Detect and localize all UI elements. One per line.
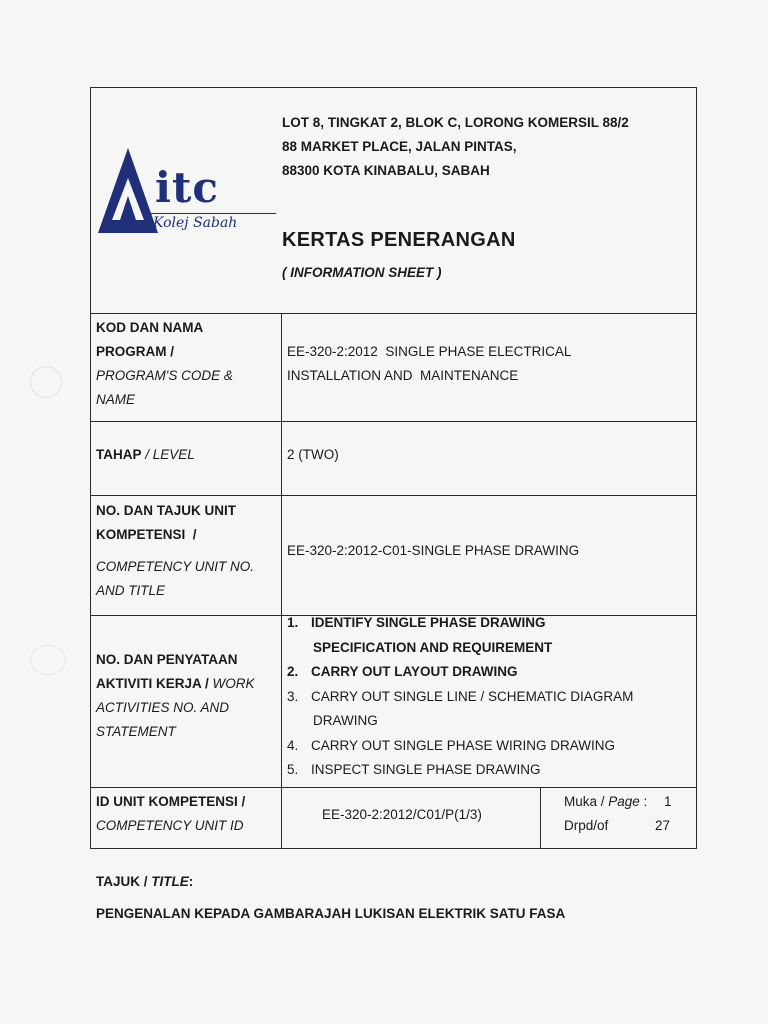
logo-text: itc	[155, 163, 219, 212]
of-label: Drpd/of	[564, 818, 609, 833]
activity-item: 2. CARRY OUT LAYOUT DRAWING	[287, 664, 518, 679]
activities-label-2	[96, 672, 255, 696]
unit-id-value: EE-320-2:2012/C01/P(1/3)	[322, 807, 482, 822]
level-label-italic: / LEVEL	[141, 447, 195, 462]
page-number: 1	[664, 794, 672, 809]
program-value-1: EE-320-2:2012 SINGLE PHASE ELECTRICAL	[287, 344, 572, 359]
document-topic-title: PENGENALAN KEPADA GAMBARAJAH LUKISAN ELEKTRIK SATU FASA	[96, 906, 566, 921]
unit-label-italic-2: AND TITLE	[96, 583, 166, 598]
unit-id-label-italic: COMPETENCY UNIT ID	[96, 818, 244, 833]
activities-label-italic-2: WORK	[208, 676, 255, 691]
divider	[90, 787, 697, 788]
program-label-bold-2: PROGRAM /	[96, 344, 175, 359]
program-label-italic-2: NAME	[96, 392, 136, 407]
activities-label-italic-4: STATEMENT	[96, 724, 176, 739]
activity-item-continuation: DRAWING	[313, 713, 378, 728]
activity-item: 3. CARRY OUT SINGLE LINE / SCHEMATIC DIAGRAM	[287, 689, 634, 704]
activity-item: 4. CARRY OUT SINGLE PHASE WIRING DRAWING	[287, 738, 616, 753]
unit-value: EE-320-2:2012-C01-SINGLE PHASE DRAWING	[287, 543, 580, 558]
activities-label-bold-2: AKTIVITI KERJA /	[96, 676, 209, 691]
unit-label-italic-1: COMPETENCY UNIT NO.	[96, 559, 255, 574]
address-line-3: 88300 KOTA KINABALU, SABAH	[282, 163, 490, 178]
logo-subtitle: Kolej Sabah	[153, 215, 238, 231]
document-title: KERTAS PENERANGAN	[282, 229, 516, 251]
total-pages: 27	[655, 818, 671, 833]
address-line-1: LOT 8, TINGKAT 2, BLOK C, LORONG KOMERSIL 88/2	[282, 115, 629, 130]
level-value: 2 (TWO)	[287, 447, 339, 462]
program-label-bold-1: KOD DAN NAMA	[96, 320, 204, 335]
program-value-2: INSTALLATION AND MAINTENANCE	[287, 368, 519, 383]
column-divider	[540, 787, 541, 849]
activities-label-italic-3: ACTIVITIES NO. AND	[96, 700, 230, 715]
scan-artifact	[30, 366, 62, 398]
column-divider	[281, 313, 282, 849]
level-label-bold: TAHAP	[96, 447, 142, 462]
unit-label-bold-2: KOMPETENSI /	[96, 527, 197, 542]
level-label	[96, 443, 195, 467]
address-line-2: 88 MARKET PLACE, JALAN PINTAS,	[282, 139, 517, 154]
logo-a-mark	[98, 148, 158, 233]
document-subtitle: ( INFORMATION SHEET )	[282, 265, 442, 280]
activities-label-bold-1: NO. DAN PENYATAAN	[96, 652, 238, 667]
activity-item: 1. IDENTIFY SINGLE PHASE DRAWING	[287, 615, 546, 630]
title-label: TAJUK / TITLE:	[96, 874, 194, 889]
divider	[90, 421, 697, 422]
scan-artifact	[30, 645, 66, 675]
unit-id-label-bold: ID UNIT KOMPETENSI /	[96, 794, 246, 809]
program-label-italic-1: PROGRAM'S CODE &	[96, 368, 233, 383]
logo-rule	[150, 213, 276, 214]
activity-item: 5. INSPECT SINGLE PHASE DRAWING	[287, 762, 541, 777]
divider	[90, 313, 697, 314]
divider	[90, 495, 697, 496]
activity-item-continuation: SPECIFICATION AND REQUIREMENT	[313, 640, 553, 655]
unit-label-bold-1: NO. DAN TAJUK UNIT	[96, 503, 236, 518]
page-label: Muka / Page :	[564, 794, 648, 809]
